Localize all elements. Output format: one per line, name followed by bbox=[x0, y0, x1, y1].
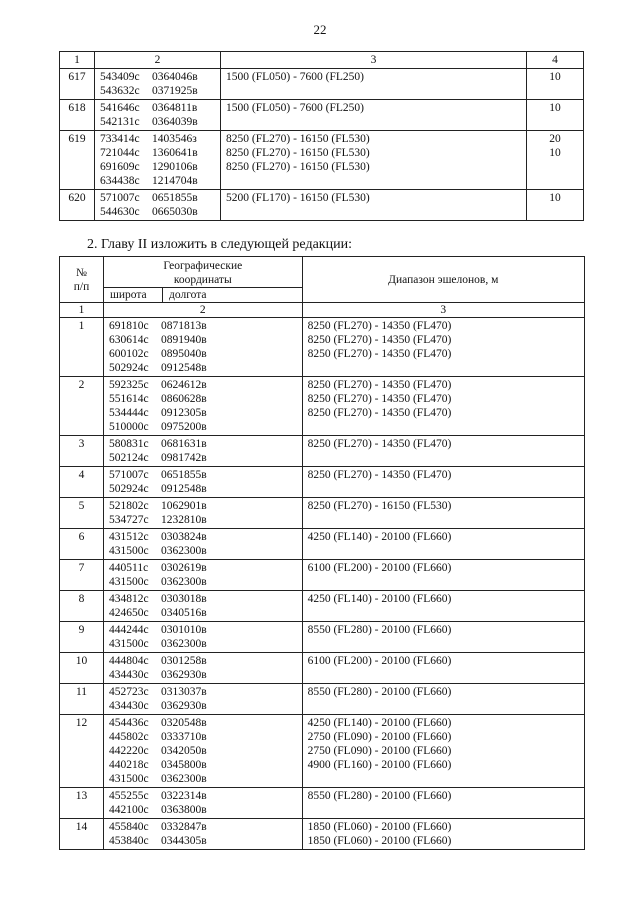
coordinates-cell bbox=[104, 498, 303, 529]
table-row bbox=[60, 653, 585, 684]
coordinate-pair bbox=[109, 685, 302, 699]
longitude-value: 0332847в bbox=[161, 821, 207, 833]
row-number: 620 bbox=[60, 190, 95, 221]
row-number: 13 bbox=[60, 788, 104, 819]
coordinate-pair bbox=[109, 513, 302, 527]
longitude-value: 0362930в bbox=[161, 669, 207, 681]
echelon-range: 1500 (FL050) - 7600 (FL250) bbox=[226, 71, 364, 83]
table2-colnum-2: 2 bbox=[104, 303, 303, 318]
row-number: 11 bbox=[60, 684, 104, 715]
longitude-value: 0624612в bbox=[161, 379, 207, 391]
latitude-value: 440218с bbox=[109, 759, 149, 771]
echelon-range: 8250 (FL270) - 14350 (FL470) bbox=[307, 334, 452, 346]
latitude-value: 442220с bbox=[109, 745, 149, 757]
coordinates-cell bbox=[104, 591, 303, 622]
longitude-value: 0891940в bbox=[161, 334, 207, 346]
echelon-range: 6100 (FL200) - 20100 (FL660) bbox=[307, 655, 452, 667]
row-number: 8 bbox=[60, 591, 104, 622]
header-geo-coords bbox=[104, 257, 303, 288]
range-cell bbox=[221, 131, 527, 190]
latitude-value: 455255с bbox=[109, 790, 149, 802]
echelon-range: 8250 (FL270) - 14350 (FL470) bbox=[307, 469, 452, 481]
echelon-range: 8250 (FL270) - 14350 (FL470) bbox=[307, 320, 452, 332]
range-cell bbox=[221, 69, 527, 100]
table-row bbox=[60, 788, 585, 819]
longitude-value: 0322314в bbox=[161, 790, 207, 802]
latitude-value: 534444с bbox=[109, 407, 149, 419]
coordinate-pair bbox=[109, 772, 302, 786]
range-cell bbox=[302, 653, 584, 684]
echelon-range: 8550 (FL280) - 20100 (FL660) bbox=[307, 790, 452, 802]
coordinates-cell bbox=[104, 788, 303, 819]
coordinates-cell bbox=[104, 622, 303, 653]
longitude-value: 0303824в bbox=[161, 531, 207, 543]
echelon-ranges-table bbox=[59, 256, 585, 850]
latitude-value: 455840с bbox=[109, 821, 149, 833]
longitude-value: 0362300в bbox=[161, 638, 207, 650]
header-longitude: долгота bbox=[163, 288, 303, 303]
row-number: 9 bbox=[60, 622, 104, 653]
longitude-value: 0333710в bbox=[161, 731, 207, 743]
coordinate-pair bbox=[109, 347, 302, 361]
echelon-range: 8250 (FL270) - 16150 (FL530) bbox=[226, 161, 370, 173]
longitude-value: 0301010в bbox=[161, 624, 207, 636]
coordinate-pair bbox=[109, 468, 302, 482]
coordinate-pair bbox=[109, 451, 302, 465]
echelon-range: 2750 (FL090) - 20100 (FL660) bbox=[307, 731, 452, 743]
longitude-value: 0345800в bbox=[161, 759, 207, 771]
range-cell bbox=[302, 377, 584, 436]
latitude-value: 442100с bbox=[109, 804, 149, 816]
latitude-value: 542131с bbox=[100, 116, 140, 128]
latitude-value: 541646с bbox=[100, 102, 140, 114]
longitude-value: 0362300в bbox=[161, 545, 207, 557]
table1-body bbox=[60, 69, 584, 221]
range-cell bbox=[302, 529, 584, 560]
longitude-value: 0895040в bbox=[161, 348, 207, 360]
table-row bbox=[60, 131, 584, 190]
latitude-value: 571007с bbox=[109, 469, 149, 481]
column4-cell bbox=[527, 100, 584, 131]
coordinate-pair bbox=[109, 637, 302, 651]
coordinate-pair bbox=[109, 575, 302, 589]
latitude-value: 431500с bbox=[109, 545, 149, 557]
longitude-value: 1062901в bbox=[161, 500, 207, 512]
echelon-range: 1850 (FL060) - 20100 (FL660) bbox=[307, 835, 452, 847]
latitude-value: 580831с bbox=[109, 438, 149, 450]
coordinate-pair bbox=[109, 530, 302, 544]
coordinate-pair bbox=[100, 205, 220, 219]
coordinate-pair bbox=[109, 361, 302, 375]
latitude-value: 424650с bbox=[109, 607, 149, 619]
coordinates-cell bbox=[104, 529, 303, 560]
range-cell bbox=[302, 498, 584, 529]
coordinate-pair bbox=[109, 333, 302, 347]
coordinate-pair bbox=[100, 174, 220, 188]
longitude-value: 0344305в bbox=[161, 835, 207, 847]
echelon-range: 4250 (FL140) - 20100 (FL660) bbox=[307, 531, 452, 543]
longitude-value: 0320548в bbox=[161, 717, 207, 729]
longitude-value: 1290106в bbox=[152, 161, 198, 173]
echelon-range: 8550 (FL280) - 20100 (FL660) bbox=[307, 686, 452, 698]
echelon-range: 8250 (FL270) - 14350 (FL470) bbox=[307, 407, 452, 419]
coordinate-pair bbox=[109, 623, 302, 637]
column4-value: 10 bbox=[549, 192, 561, 204]
row-number: 617 bbox=[60, 69, 95, 100]
table1-colnum-1: 1 bbox=[60, 52, 95, 69]
range-cell bbox=[302, 684, 584, 715]
table1-colnum-3: 3 bbox=[221, 52, 527, 69]
longitude-value: 0651855в bbox=[161, 469, 207, 481]
longitude-value: 0871813в bbox=[161, 320, 207, 332]
header-latitude: широта bbox=[104, 288, 163, 303]
longitude-value: 0912548в bbox=[161, 362, 207, 374]
coordinate-pair bbox=[100, 101, 220, 115]
header-geo-line1: Географические bbox=[163, 260, 243, 272]
longitude-value: 0651855в bbox=[152, 192, 198, 204]
header-echelon-range: Диапазон эшелонов, м bbox=[302, 257, 584, 303]
latitude-value: 521802с bbox=[109, 500, 149, 512]
latitude-value: 431512с bbox=[109, 531, 149, 543]
column4-cell bbox=[527, 190, 584, 221]
echelon-range: 4900 (FL160) - 20100 (FL660) bbox=[307, 759, 452, 771]
longitude-value: 0860628в bbox=[161, 393, 207, 405]
longitude-value: 0981742в bbox=[161, 452, 207, 464]
coordinate-pair bbox=[109, 744, 302, 758]
echelon-range: 8250 (FL270) - 16150 (FL530) bbox=[307, 500, 452, 512]
header-number-sign: № bbox=[76, 266, 87, 279]
latitude-value: 431500с bbox=[109, 576, 149, 588]
coordinate-pair bbox=[109, 420, 302, 434]
table2-colnum-3: 3 bbox=[302, 303, 584, 318]
row-number: 618 bbox=[60, 100, 95, 131]
row-number: 12 bbox=[60, 715, 104, 788]
coordinates-cell bbox=[104, 436, 303, 467]
echelon-range: 8250 (FL270) - 16150 (FL530) bbox=[226, 147, 370, 159]
coordinate-pair bbox=[100, 84, 220, 98]
longitude-value: 0303018в bbox=[161, 593, 207, 605]
row-number: 6 bbox=[60, 529, 104, 560]
table-row bbox=[60, 684, 585, 715]
latitude-value: 733414с bbox=[100, 133, 140, 145]
range-cell bbox=[302, 560, 584, 591]
coordinate-pair bbox=[109, 319, 302, 333]
latitude-value: 634438с bbox=[100, 175, 140, 187]
column4-cell bbox=[527, 131, 584, 190]
table-row bbox=[60, 318, 585, 377]
longitude-value: 0371925в bbox=[152, 85, 198, 97]
latitude-value: 544630с bbox=[100, 206, 140, 218]
table-row bbox=[60, 715, 585, 788]
latitude-value: 502924с bbox=[109, 483, 149, 495]
range-cell bbox=[302, 591, 584, 622]
latitude-value: 434430с bbox=[109, 669, 149, 681]
column4-value: 20 bbox=[549, 133, 561, 145]
row-number: 7 bbox=[60, 560, 104, 591]
table-row bbox=[60, 498, 585, 529]
longitude-value: 0665030в bbox=[152, 206, 198, 218]
row-number: 619 bbox=[60, 131, 95, 190]
header-geo-line2: координаты bbox=[173, 274, 232, 286]
echelon-range: 8250 (FL270) - 14350 (FL470) bbox=[307, 393, 452, 405]
longitude-value: 0340516в bbox=[161, 607, 207, 619]
table-row bbox=[60, 467, 585, 498]
coordinate-pair bbox=[109, 499, 302, 513]
column4-value: 10 bbox=[549, 71, 561, 83]
table1-colnum-2: 2 bbox=[95, 52, 221, 69]
longitude-value: 0364039в bbox=[152, 116, 198, 128]
coordinate-pair bbox=[109, 654, 302, 668]
latitude-value: 543632с bbox=[100, 85, 140, 97]
coordinate-pair bbox=[100, 191, 220, 205]
range-cell bbox=[221, 190, 527, 221]
coordinate-pair bbox=[100, 132, 220, 146]
table-row bbox=[60, 591, 585, 622]
coordinate-pair bbox=[100, 146, 220, 160]
longitude-value: 0301258в bbox=[161, 655, 207, 667]
longitude-value: 0362300в bbox=[161, 773, 207, 785]
table2-colnum-1: 1 bbox=[60, 303, 104, 318]
latitude-value: 600102с bbox=[109, 348, 149, 360]
echelon-range: 8550 (FL280) - 20100 (FL660) bbox=[307, 624, 452, 636]
longitude-value: 0975200в bbox=[161, 421, 207, 433]
latitude-value: 431500с bbox=[109, 773, 149, 785]
coordinates-cell bbox=[104, 467, 303, 498]
longitude-value: 1214704в bbox=[152, 175, 198, 187]
coordinate-pair bbox=[109, 392, 302, 406]
longitude-value: 0912305в bbox=[161, 407, 207, 419]
column4-value: 10 bbox=[549, 147, 561, 159]
longitude-value: 1360641в bbox=[152, 147, 198, 159]
coordinate-pair bbox=[109, 834, 302, 848]
row-number: 10 bbox=[60, 653, 104, 684]
coordinates-cell bbox=[104, 819, 303, 850]
coordinate-pair bbox=[109, 730, 302, 744]
latitude-value: 431500с bbox=[109, 638, 149, 650]
row-number: 4 bbox=[60, 467, 104, 498]
chapter-heading: 2. Главу II изложить в следующей редакции: bbox=[87, 237, 352, 252]
latitude-value: 721044с bbox=[100, 147, 140, 159]
table-row bbox=[60, 190, 584, 221]
echelon-range: 8250 (FL270) - 16150 (FL530) bbox=[226, 133, 370, 145]
table-row bbox=[60, 436, 585, 467]
latitude-value: 444244с bbox=[109, 624, 149, 636]
coordinate-pair bbox=[109, 437, 302, 451]
coordinates-cell bbox=[95, 131, 221, 190]
echelon-range: 6100 (FL200) - 20100 (FL660) bbox=[307, 562, 452, 574]
header-number-pp: п/п bbox=[73, 280, 90, 293]
coordinate-pair bbox=[100, 115, 220, 129]
latitude-value: 434812с bbox=[109, 593, 149, 605]
latitude-value: 592325с bbox=[109, 379, 149, 391]
coordinate-pair bbox=[109, 699, 302, 713]
longitude-value: 0363800в bbox=[161, 804, 207, 816]
row-number: 14 bbox=[60, 819, 104, 850]
table2-body bbox=[60, 318, 585, 850]
latitude-value: 502924с bbox=[109, 362, 149, 374]
coordinates-cell bbox=[104, 318, 303, 377]
row-number: 2 bbox=[60, 377, 104, 436]
range-cell bbox=[302, 318, 584, 377]
latitude-value: 444804с bbox=[109, 655, 149, 667]
echelon-range: 1850 (FL060) - 20100 (FL660) bbox=[307, 821, 452, 833]
table2-colnum-row bbox=[60, 303, 585, 318]
coordinate-pair bbox=[109, 716, 302, 730]
latitude-value: 691609с bbox=[100, 161, 140, 173]
coordinate-pair bbox=[109, 668, 302, 682]
row-number: 1 bbox=[60, 318, 104, 377]
coordinate-pair bbox=[109, 378, 302, 392]
coordinate-pair bbox=[109, 544, 302, 558]
coordinates-cell bbox=[104, 653, 303, 684]
longitude-value: 0912548в bbox=[161, 483, 207, 495]
range-cell bbox=[302, 788, 584, 819]
row-number: 5 bbox=[60, 498, 104, 529]
latitude-value: 691810с bbox=[109, 320, 149, 332]
echelon-range: 4250 (FL140) - 20100 (FL660) bbox=[307, 593, 452, 605]
echelon-range: 8250 (FL270) - 14350 (FL470) bbox=[307, 348, 452, 360]
latitude-value: 534727с bbox=[109, 514, 149, 526]
coordinate-pair bbox=[109, 606, 302, 620]
range-cell bbox=[302, 715, 584, 788]
coordinate-pair bbox=[100, 70, 220, 84]
coordinates-cell bbox=[104, 684, 303, 715]
coordinates-cell bbox=[104, 715, 303, 788]
coordinate-pair bbox=[109, 592, 302, 606]
range-cell bbox=[302, 467, 584, 498]
table-row bbox=[60, 560, 585, 591]
table-row bbox=[60, 100, 584, 131]
longitude-value: 0362930в bbox=[161, 700, 207, 712]
column4-cell bbox=[527, 69, 584, 100]
latitude-value: 510000с bbox=[109, 421, 149, 433]
table-row bbox=[60, 529, 585, 560]
range-cell bbox=[221, 100, 527, 131]
range-cell bbox=[302, 819, 584, 850]
coordinate-pair bbox=[100, 160, 220, 174]
echelon-range: 4250 (FL140) - 20100 (FL660) bbox=[307, 717, 452, 729]
latitude-value: 453840с bbox=[109, 835, 149, 847]
latitude-value: 502124с bbox=[109, 452, 149, 464]
latitude-value: 630614с bbox=[109, 334, 149, 346]
echelon-range: 2750 (FL090) - 20100 (FL660) bbox=[307, 745, 452, 757]
latitude-value: 434430с bbox=[109, 700, 149, 712]
echelon-range: 8250 (FL270) - 14350 (FL470) bbox=[307, 379, 452, 391]
echelon-range: 8250 (FL270) - 14350 (FL470) bbox=[307, 438, 452, 450]
longitude-value: 1232810в bbox=[161, 514, 207, 526]
longitude-value: 1403546з bbox=[152, 133, 197, 145]
longitude-value: 0302619в bbox=[161, 562, 207, 574]
latitude-value: 551614с bbox=[109, 393, 149, 405]
header-number bbox=[60, 257, 104, 303]
coordinates-cell bbox=[95, 100, 221, 131]
coordinate-pair bbox=[109, 482, 302, 496]
longitude-value: 0313037в bbox=[161, 686, 207, 698]
row-number: 3 bbox=[60, 436, 104, 467]
coordinate-pair bbox=[109, 820, 302, 834]
longitude-value: 0362300в bbox=[161, 576, 207, 588]
table-row bbox=[60, 377, 585, 436]
coordinate-pair bbox=[109, 803, 302, 817]
column4-value: 10 bbox=[549, 102, 561, 114]
coordinate-pair bbox=[109, 561, 302, 575]
latitude-value: 440511с bbox=[109, 562, 149, 574]
latitude-value: 445802с bbox=[109, 731, 149, 743]
table2-header-row bbox=[60, 257, 585, 288]
longitude-value: 0364046в bbox=[152, 71, 198, 83]
coordinate-pair bbox=[109, 406, 302, 420]
longitude-value: 0342050в bbox=[161, 745, 207, 757]
longitude-value: 0364811в bbox=[152, 102, 198, 114]
coordinates-cell bbox=[104, 377, 303, 436]
coordinate-pair bbox=[109, 758, 302, 772]
range-cell bbox=[302, 436, 584, 467]
echelon-range: 5200 (FL170) - 16150 (FL530) bbox=[226, 192, 370, 204]
echelon-range: 1500 (FL050) - 7600 (FL250) bbox=[226, 102, 364, 114]
airspace-table-continued bbox=[59, 51, 584, 221]
table1-colnum-4: 4 bbox=[527, 52, 584, 69]
table-row bbox=[60, 69, 584, 100]
coordinates-cell bbox=[104, 560, 303, 591]
latitude-value: 571007с bbox=[100, 192, 140, 204]
latitude-value: 452723с bbox=[109, 686, 149, 698]
table-row bbox=[60, 622, 585, 653]
coordinate-pair bbox=[109, 789, 302, 803]
table-row bbox=[60, 819, 585, 850]
coordinates-cell bbox=[95, 190, 221, 221]
range-cell bbox=[302, 622, 584, 653]
page-number: 22 bbox=[313, 22, 327, 37]
coordinates-cell bbox=[95, 69, 221, 100]
latitude-value: 543409с bbox=[100, 71, 140, 83]
longitude-value: 0681631в bbox=[161, 438, 207, 450]
latitude-value: 454436с bbox=[109, 717, 149, 729]
table1-header-row bbox=[60, 52, 584, 69]
